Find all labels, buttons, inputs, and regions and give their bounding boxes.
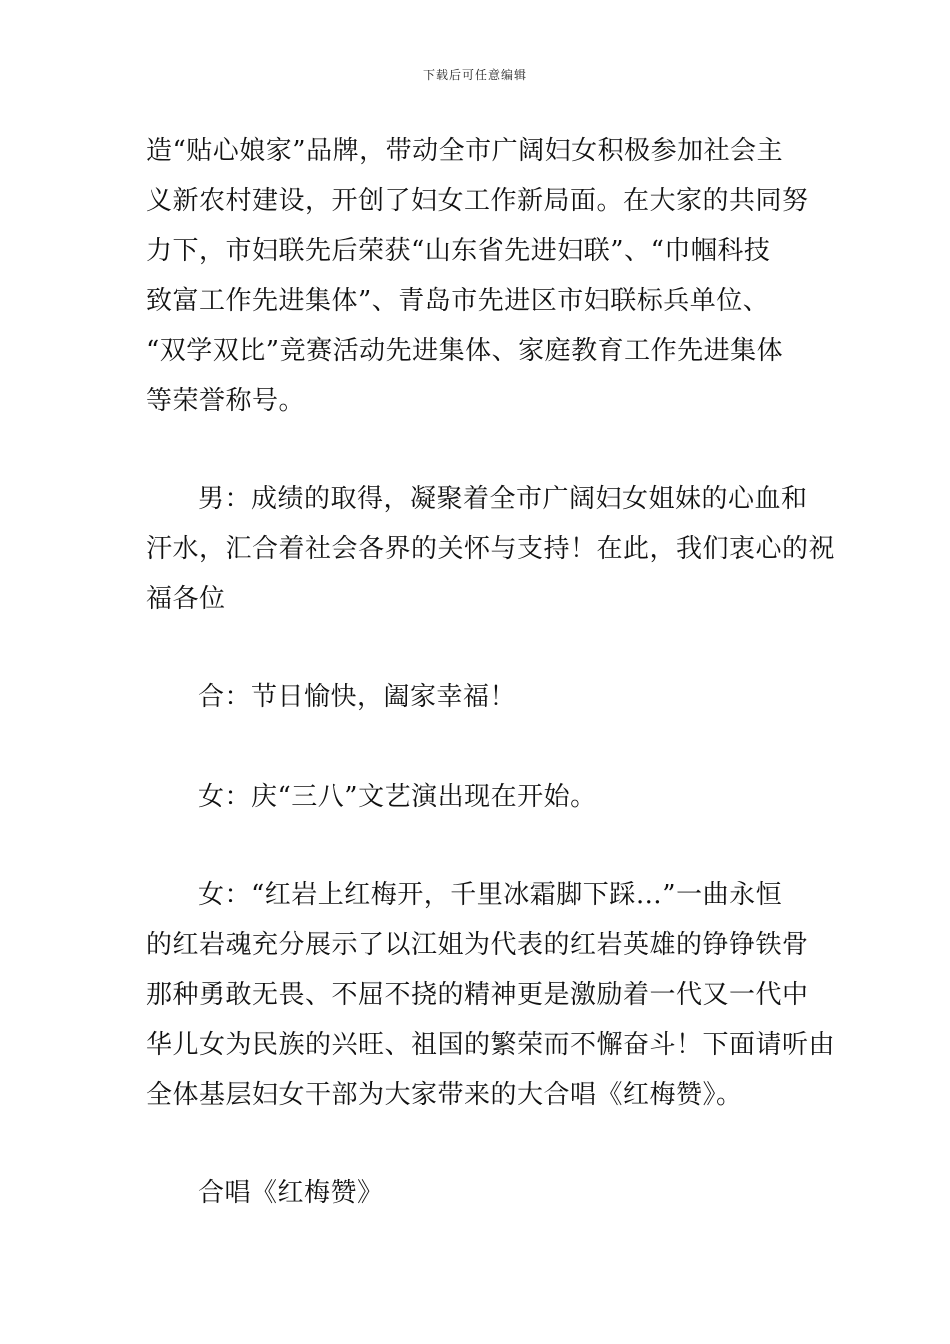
paragraph-female-opening (146, 772, 806, 822)
paragraph-line: 男：成绩的取得，凝聚着全市广阔妇女姐妹的心血和 (198, 484, 808, 514)
paragraph-line: 的红岩魂充分展示了以江姐为代表的红岩英雄的铮铮铁骨 (146, 930, 809, 960)
paragraph-line: 那种勇敢无畏、不屈不挠的精神更是激励着一代又一代中 (146, 980, 809, 1010)
paragraph-chorus-title (146, 1168, 806, 1218)
paragraph-line: 汗水，汇合着社会各界的关怀与支持！在此，我们衷心的祝 (146, 534, 836, 564)
paragraph-honors (146, 126, 809, 426)
paragraph-together-greeting (146, 672, 806, 722)
paragraph-line: 力下，市妇联先后荣获“山东省先进妇联”、“巾帼科技 (146, 236, 771, 266)
paragraph-line: 女：庆“三八”文艺演出现在开始。 (198, 782, 597, 812)
paragraph-line: “双学双比”竞赛活动先进集体、家庭教育工作先进集体 (146, 336, 784, 366)
paragraph-line: 全体基层妇女干部为大家带来的大合唱《红梅赞》。 (146, 1080, 743, 1110)
paragraph-line: 合：节日愉快，阖家幸福！ (198, 682, 517, 712)
paragraph-line: 女：“红岩上红梅开，千里冰霜脚下踩…”一曲永恒 (198, 880, 783, 910)
paragraph-female-intro (146, 870, 836, 1120)
paragraph-line: 造“贴心娘家”品牌，带动全市广阔妇女积极参加社会主 (146, 136, 784, 166)
paragraph-line: 华儿女为民族的兴旺、祖国的繁荣而不懈奋斗！下面请听由 (146, 1030, 836, 1060)
paragraph-line: 致富工作先进集体”、青岛市先进区市妇联标兵单位、 (146, 286, 770, 316)
paragraph-line: 福各位 (146, 584, 226, 614)
paragraph-line: 合唱《红梅赞》 (198, 1178, 384, 1208)
paragraph-line: 等荣誉称号。 (146, 386, 306, 416)
page-header: 下载后可任意编辑 (422, 68, 527, 82)
paragraph-male-host (146, 474, 836, 624)
paragraph-line: 义新农村建设，开创了妇女工作新局面。在大家的共同努 (146, 186, 809, 216)
